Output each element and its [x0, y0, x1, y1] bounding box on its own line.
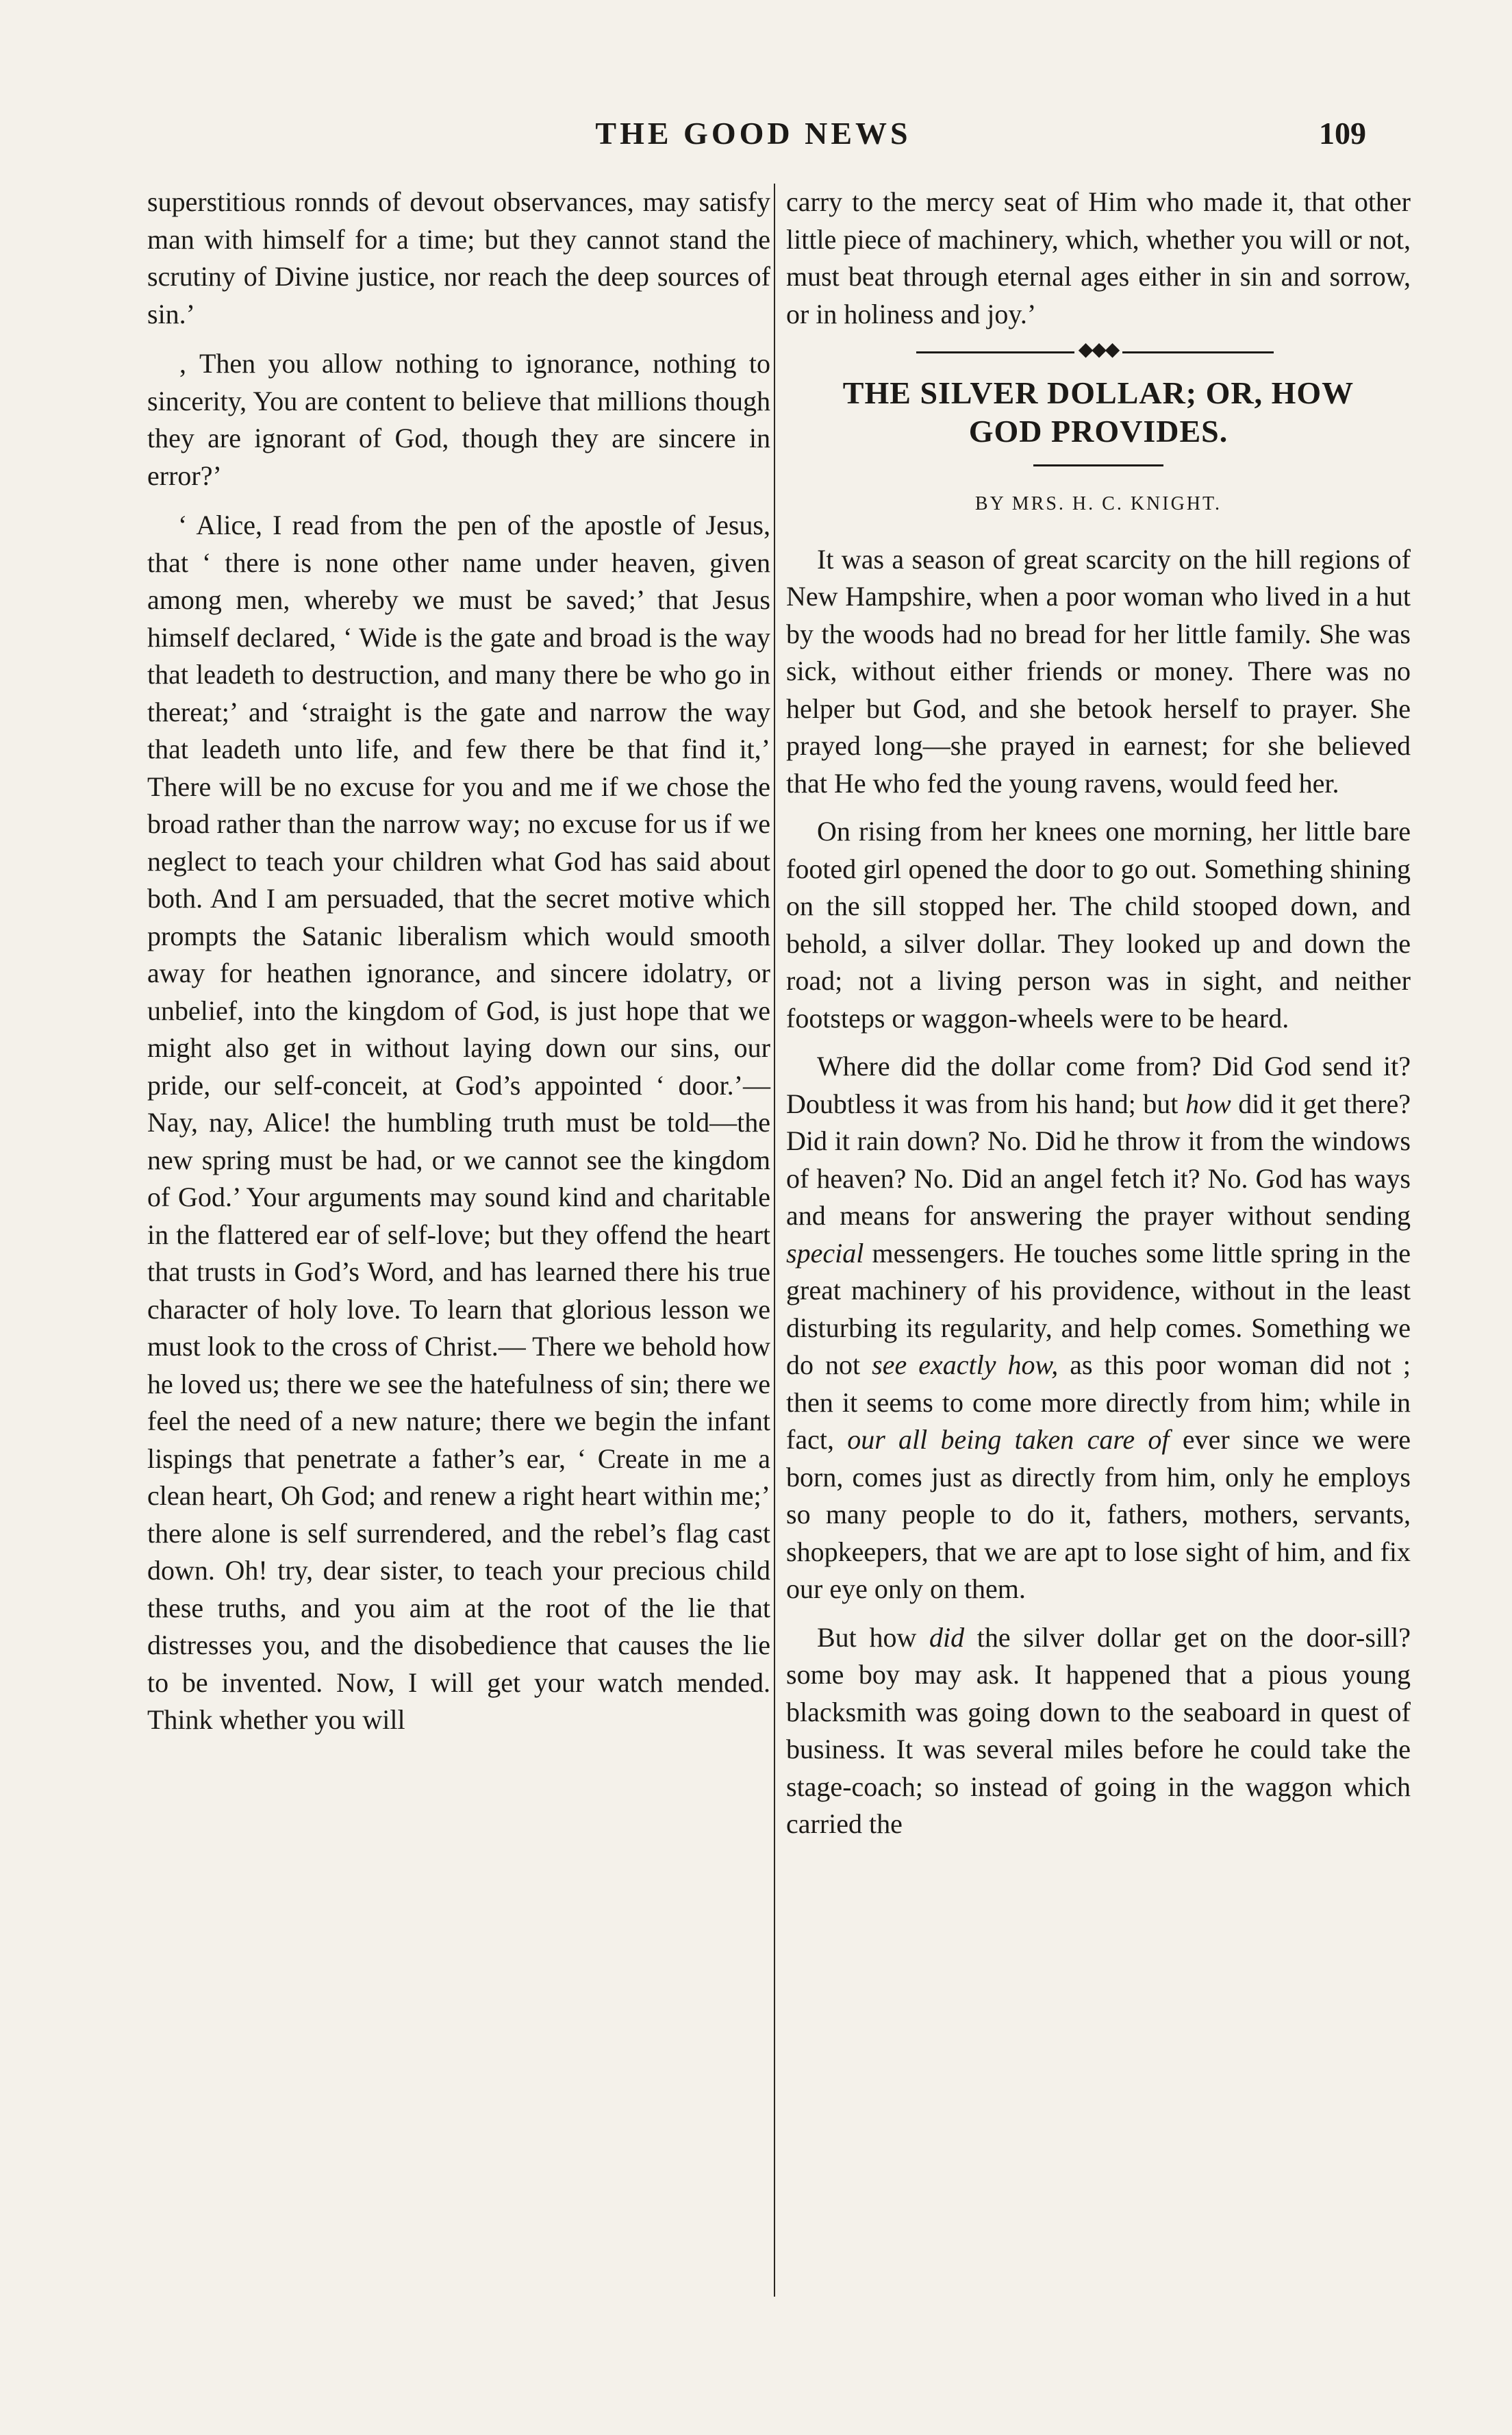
right-paragraph-5 [786, 1619, 1411, 1843]
right-paragraph-2: It was a season of great scarcity on the hill regions of New Hampshire, when a poor woman who lived in a hut by the woods had no bread for her little family. She was sick, without either friends or money. There was no helper but God, and she betook herself to prayer. She prayed long—she prayed in earnest; for she believed that He who fed the young ravens, would feed her. [786, 543, 1411, 799]
article-title-line-1: THE SILVER DOLLAR; OR, HOW [842, 375, 1354, 410]
text-run: messengers. He touches some little spring in the great machinery of his providence, without in the least disturbing its regularity, and help comes. Something we do not [786, 1237, 1411, 1380]
left-paragraph-2: ‚ Then you allow nothing to ignorance, nothing to sincerity, You are content to believe that millions though they are ignorant of God, though they are sincere in error?’ [147, 348, 770, 491]
right-paragraph-1: carry to the mercy seat of Him who made it, that other little piece of machinery, which, whether you will or not, must beat through eternal ages either in sin and sorrow, or in holiness and joy.’ [786, 186, 1411, 329]
text-run: Where did the dollar come from? Did God send it? Doubtless it was from his hand; but [786, 1051, 1411, 1119]
byline: BY MRS. H. C. KNIGHT. [974, 493, 1222, 514]
text-run: ever since we were born, comes just as directly from him, only he employs so many people to do it, fathers, mothers, servants, shopkeepers, that we are apt to lose sight of him, and fix our eye only on them. [786, 1424, 1411, 1604]
text-run: as this poor woman did not ; then it seems to come more directly from him; while in fact, [786, 1349, 1411, 1455]
ornament-divider [786, 341, 1411, 364]
ornament-glyph: ◆◆◆ [1074, 338, 1123, 362]
text-run: But how [817, 1621, 929, 1653]
right-column [786, 184, 1411, 1843]
right-paragraph-3: On rising from her knees one morning, her little bare footed girl opened the door to go out. Something shining on the sill stopped her. The child stooped down, and behold, a silver dollar. They looked up and down the road; not a living person was in sight, and neither footsteps or waggon-wheels were to be heard. [786, 816, 1411, 1034]
italic-run: see exactly how, [872, 1349, 1059, 1380]
italic-run: how [1185, 1088, 1231, 1119]
article-title [786, 374, 1411, 451]
right-paragraph-4 [786, 1048, 1411, 1608]
left-paragraph-3: ‘ Alice, I read from the pen of the apostle of Jesus, that ‘ there is none other name under heaven, given among men, whereby we must be saved;’ that Jesus himself declared, ‘ Wide is the gate and broad is the way that leadeth to destruction, and many there be who go in thereat;’ and ‘straight is the gate and narrow the way that leadeth unto life, and few there be that find it,’ There will be no excuse for you and me if we chose the broad rather than the narrow way; no excuse for us if we neglect to teach your children what God has said about both. And I am persuaded, that the secret motive which prompts the Satanic liberalism which would smooth away for heathen ignorance, and sincere idolatry, or unbelief, into the kingdom of God, is just hope that we might also get in without laying down our sins, our pride, our self-conceit, at God’s appointed ‘ door.’— Nay, nay, Alice! the humbling truth must be told—the new spring must be had, or we cannot see the kingdom of God.’ Your arguments may sound kind and charitable in the flattered ear of self-love; but they offend the heart that trusts in God’s Word, and has learned there his true character of holy love. To learn that glorious lesson we must look to the cross of Christ.— There we behold how he loved us; there we see the hatefulness of sin; there we feel the need of a new nature; there we begin the infant lispings that penetrate a father’s ear, ‘ Create in me a clean heart, Oh God; and renew a right heart within me;’ there alone is self surrendered, and the rebel’s flag cast down. Oh! try, dear sister, to teach your precious child these truths, and you aim at the root of the lie that distresses you, and the disobedience that causes the lie to be invented. Now, I will get your watch mended. Think whether you will [147, 510, 770, 1735]
italic-run: did [929, 1621, 965, 1653]
running-title: THE GOOD NEWS [595, 116, 911, 151]
text-run: did it get there? Did it rain down? No. Did he throw it from the windows of heaven? No. Did an angel fetch it? No. God has ways and means for answering the prayer without sending [786, 1088, 1411, 1231]
running-head [120, 115, 1387, 163]
title-rule [1033, 464, 1163, 466]
left-column [147, 184, 770, 1739]
page-number: 109 [1319, 116, 1366, 151]
column-divider [774, 184, 775, 2297]
left-paragraph-1: superstitious ronnds of devout observances, may satisfy man with himself for a time; but they cannot stand the scrutiny of Divine justice, nor reach the deep sources of sin.’ [147, 186, 770, 329]
text-run: the silver dollar get on the door-sill? some boy may ask. It happened that a pious young blacksmith was going down to the seaboard in quest of business. It was several miles before he could take the stage-coach; so instead of going in the waggon which carried the [786, 1621, 1411, 1839]
italic-run: special [786, 1237, 864, 1269]
italic-run: our all being taken care of [847, 1424, 1170, 1455]
article-title-line-2: GOD PROVIDES. [968, 414, 1228, 449]
